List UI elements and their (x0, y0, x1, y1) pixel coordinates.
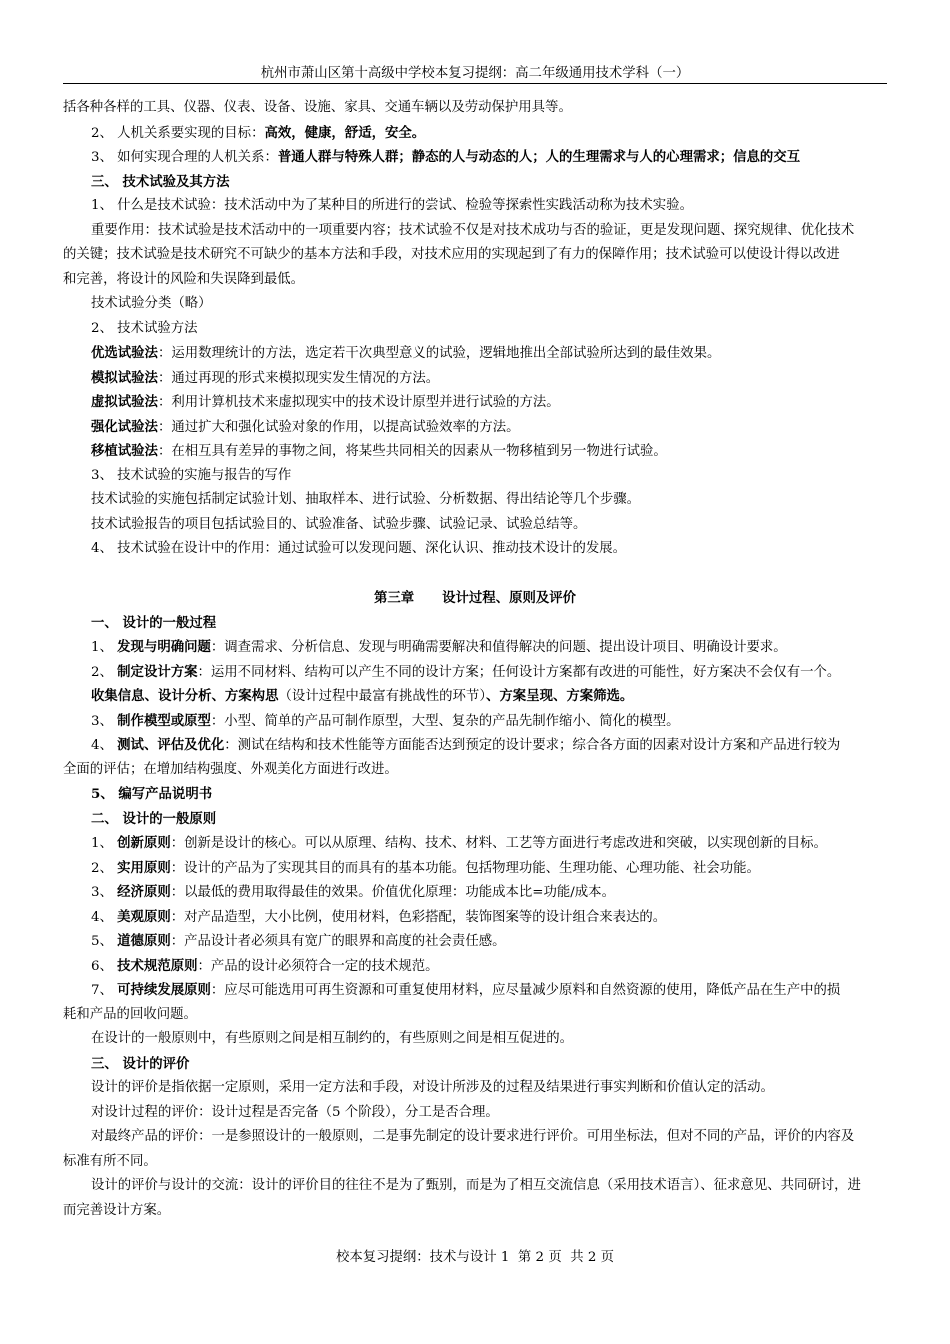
definition-line: 模拟试验法：通过再现的形式来模拟现实发生情况的方法。 (91, 369, 440, 386)
spacer (63, 562, 887, 587)
list-item: 5、 道德原则：产品设计者必须具有宽广的眼界和高度的社会责任感。 (91, 933, 506, 949)
paragraph-line: 括各种各样的工具、仪器、仪表、设备、设施、家具、交通车辆以及劳动保护用具等。 (63, 100, 572, 115)
paragraph-line: 和完善，将设计的风险和失误降到最低。 (63, 271, 305, 287)
list-item: 3、 如何实现合理的人机关系：普通人群与特殊人群；静态的人与动态的人；人的生理需求与人的心理需求；信息的交互 (91, 149, 801, 165)
chapter-title: 第三章 设计过程、原则及评价 (373, 590, 577, 606)
page-footer: 校本复习提纲：技术与设计 1 第 2 页 共 2 页 (335, 1250, 615, 1265)
paragraph-line: 对最终产品的评价：一是参照设计的一般原则，二是事先制定的设计要求进行评价。可用坐标法，但对不同的产品，评价的内容及 (91, 1129, 855, 1144)
definition-line: 移植试验法：在相互具有差异的事物之间，将某些共同相关的因素从一物移植到另一物进行试验。 (91, 443, 667, 459)
definition-line: 强化试验法：通过扩大和强化试验对象的作用，以提高试验效率的方法。 (91, 418, 520, 435)
list-item: 2、 实用原则：设计的产品为了实现其目的而具有的基本功能。包括物理功能、生理功能、心理功能、社会功能。 (91, 859, 760, 876)
section-heading: 三、 设计的评价 (91, 1055, 190, 1072)
header-rule (63, 83, 887, 84)
list-item: 3、 经济原则：以最低的费用取得最佳的效果。价值优化原理：功能成本比=功能/成本。 (91, 884, 615, 900)
list-item: 4、 测试、评估及优化：测试在结构和技术性能等方面能否达到预定的设计要求；综合各方面的因素对设计方案和产品进行较为 (91, 737, 841, 753)
paragraph-line: 而完善设计方案。 (63, 1202, 171, 1218)
paragraph-line: 标准有所不同。 (63, 1153, 157, 1169)
definition-line: 虚拟试验法：利用计算机技术来虚拟现实中的技术设计原型并进行试验的方法。 (91, 394, 560, 410)
paragraph-line: 的关键；技术试验是技术研究不可缺少的基本方法和手段，对技术应用的实现起到了有力的保障作用；技术试验可以使设计得以改进 (63, 247, 840, 262)
list-item: 5、 编写产品说明书 (91, 786, 213, 802)
list-item: 7、 可持续发展原则：应尽可能选用可再生资源和可重复使用材料，应尽量减少原料和自然资源的使用，降低产品在生产中的损 (91, 982, 841, 998)
section-heading: 三、 技术试验及其方法 (91, 173, 230, 190)
paragraph-line: 技术试验的实施包括制定试验计划、抽取样本、进行试验、分析数据、得出结论等几个步骤。 (91, 492, 641, 507)
paragraph-line: 技术试验报告的项目包括试验目的、试验准备、试验步骤、试验记录、试验总结等。 (91, 516, 587, 532)
paragraph-line: 技术试验分类（略） (91, 296, 212, 311)
list-item: 6、 技术规范原则：产品的设计必须符合一定的技术规范。 (91, 957, 439, 974)
list-item: 2、 人机关系要实现的目标：高效，健康，舒适，安全。 (91, 124, 426, 141)
paragraph-line: 对设计过程的评价：设计过程是否完备（5 个阶段），分工是否合理。 (91, 1104, 499, 1120)
list-item: 4、 技术试验在设计中的作用：通过试验可以发现问题、深化认识、推动技术设计的发展。 (91, 541, 627, 556)
paragraph-line: 在设计的一般原则中，有些原则之间是相互制约的，有些原则之间是相互促进的。 (91, 1031, 574, 1046)
section-heading: 二、 设计的一般原则 (91, 810, 217, 827)
page-header: 杭州市萧山区第十高级中学校本复习提纲：高二年级通用技术学科（一） (260, 66, 690, 81)
paragraph-line: 重要作用：技术试验是技术活动中的一项重要内容；技术试验不仅是对技术成功与否的验证，更是发现问题、探究规律、优化技术 (91, 222, 855, 238)
paragraph-line: 收集信息、设计分析、方案构思（设计过程中最富有挑战性的环节）、方案呈现、方案筛选。 (91, 688, 634, 704)
paragraph-line: 全面的评估；在增加结构强度、外观美化方面进行改进。 (63, 761, 398, 777)
paragraph-line: 耗和产品的回收问题。 (63, 1006, 197, 1022)
list-item: 1、 创新原则：创新是设计的核心。可以从原理、结构、技术、材料、工艺等方面进行考虑改进和突破，以实现创新的目标。 (91, 835, 827, 851)
list-item: 2、 技术试验方法 (91, 320, 198, 336)
list-item: 2、 制定设计方案：运用不同材料、结构可以产生不同的设计方案；任何设计方案都有改进的可能性，好方案决不会仅有一个。 (91, 663, 841, 680)
document-body (63, 96, 887, 1223)
definition-line: 优选试验法：运用数理统计的方法，选定若干次典型意义的试验，逻辑地推出全部试验所达到的最佳效果。 (91, 345, 721, 361)
list-item: 3、 技术试验的实施与报告的写作 (91, 467, 292, 483)
list-item: 1、 什么是技术试验：技术活动中为了某种目的所进行的尝试、检验等探索性实践活动称为技术实验。 (91, 198, 693, 213)
section-heading: 一、 设计的一般过程 (91, 614, 217, 631)
list-item: 3、 制作模型或原型：小型、简单的产品可制作原型，大型、复杂的产品先制作缩小、简化的模型。 (91, 712, 680, 729)
paragraph-line: 设计的评价与设计的交流：设计的评价目的往往不是为了甄别，而是为了相互交流信息（采用技术语言）、征求意见、共同研讨，进 (91, 1178, 861, 1193)
paragraph-line: 设计的评价是指依据一定原则，采用一定方法和手段，对设计所涉及的过程及结果进行事实判断和价值认定的活动。 (91, 1080, 774, 1095)
list-item: 1、 发现与明确问题：调查需求、分析信息、发现与明确需要解决和值得解决的问题、提出设计项目、明确设计要求。 (91, 639, 787, 655)
list-item: 4、 美观原则：对产品造型，大小比例，使用材料，色彩搭配，装饰图案等的设计组合来表达的。 (91, 908, 667, 925)
